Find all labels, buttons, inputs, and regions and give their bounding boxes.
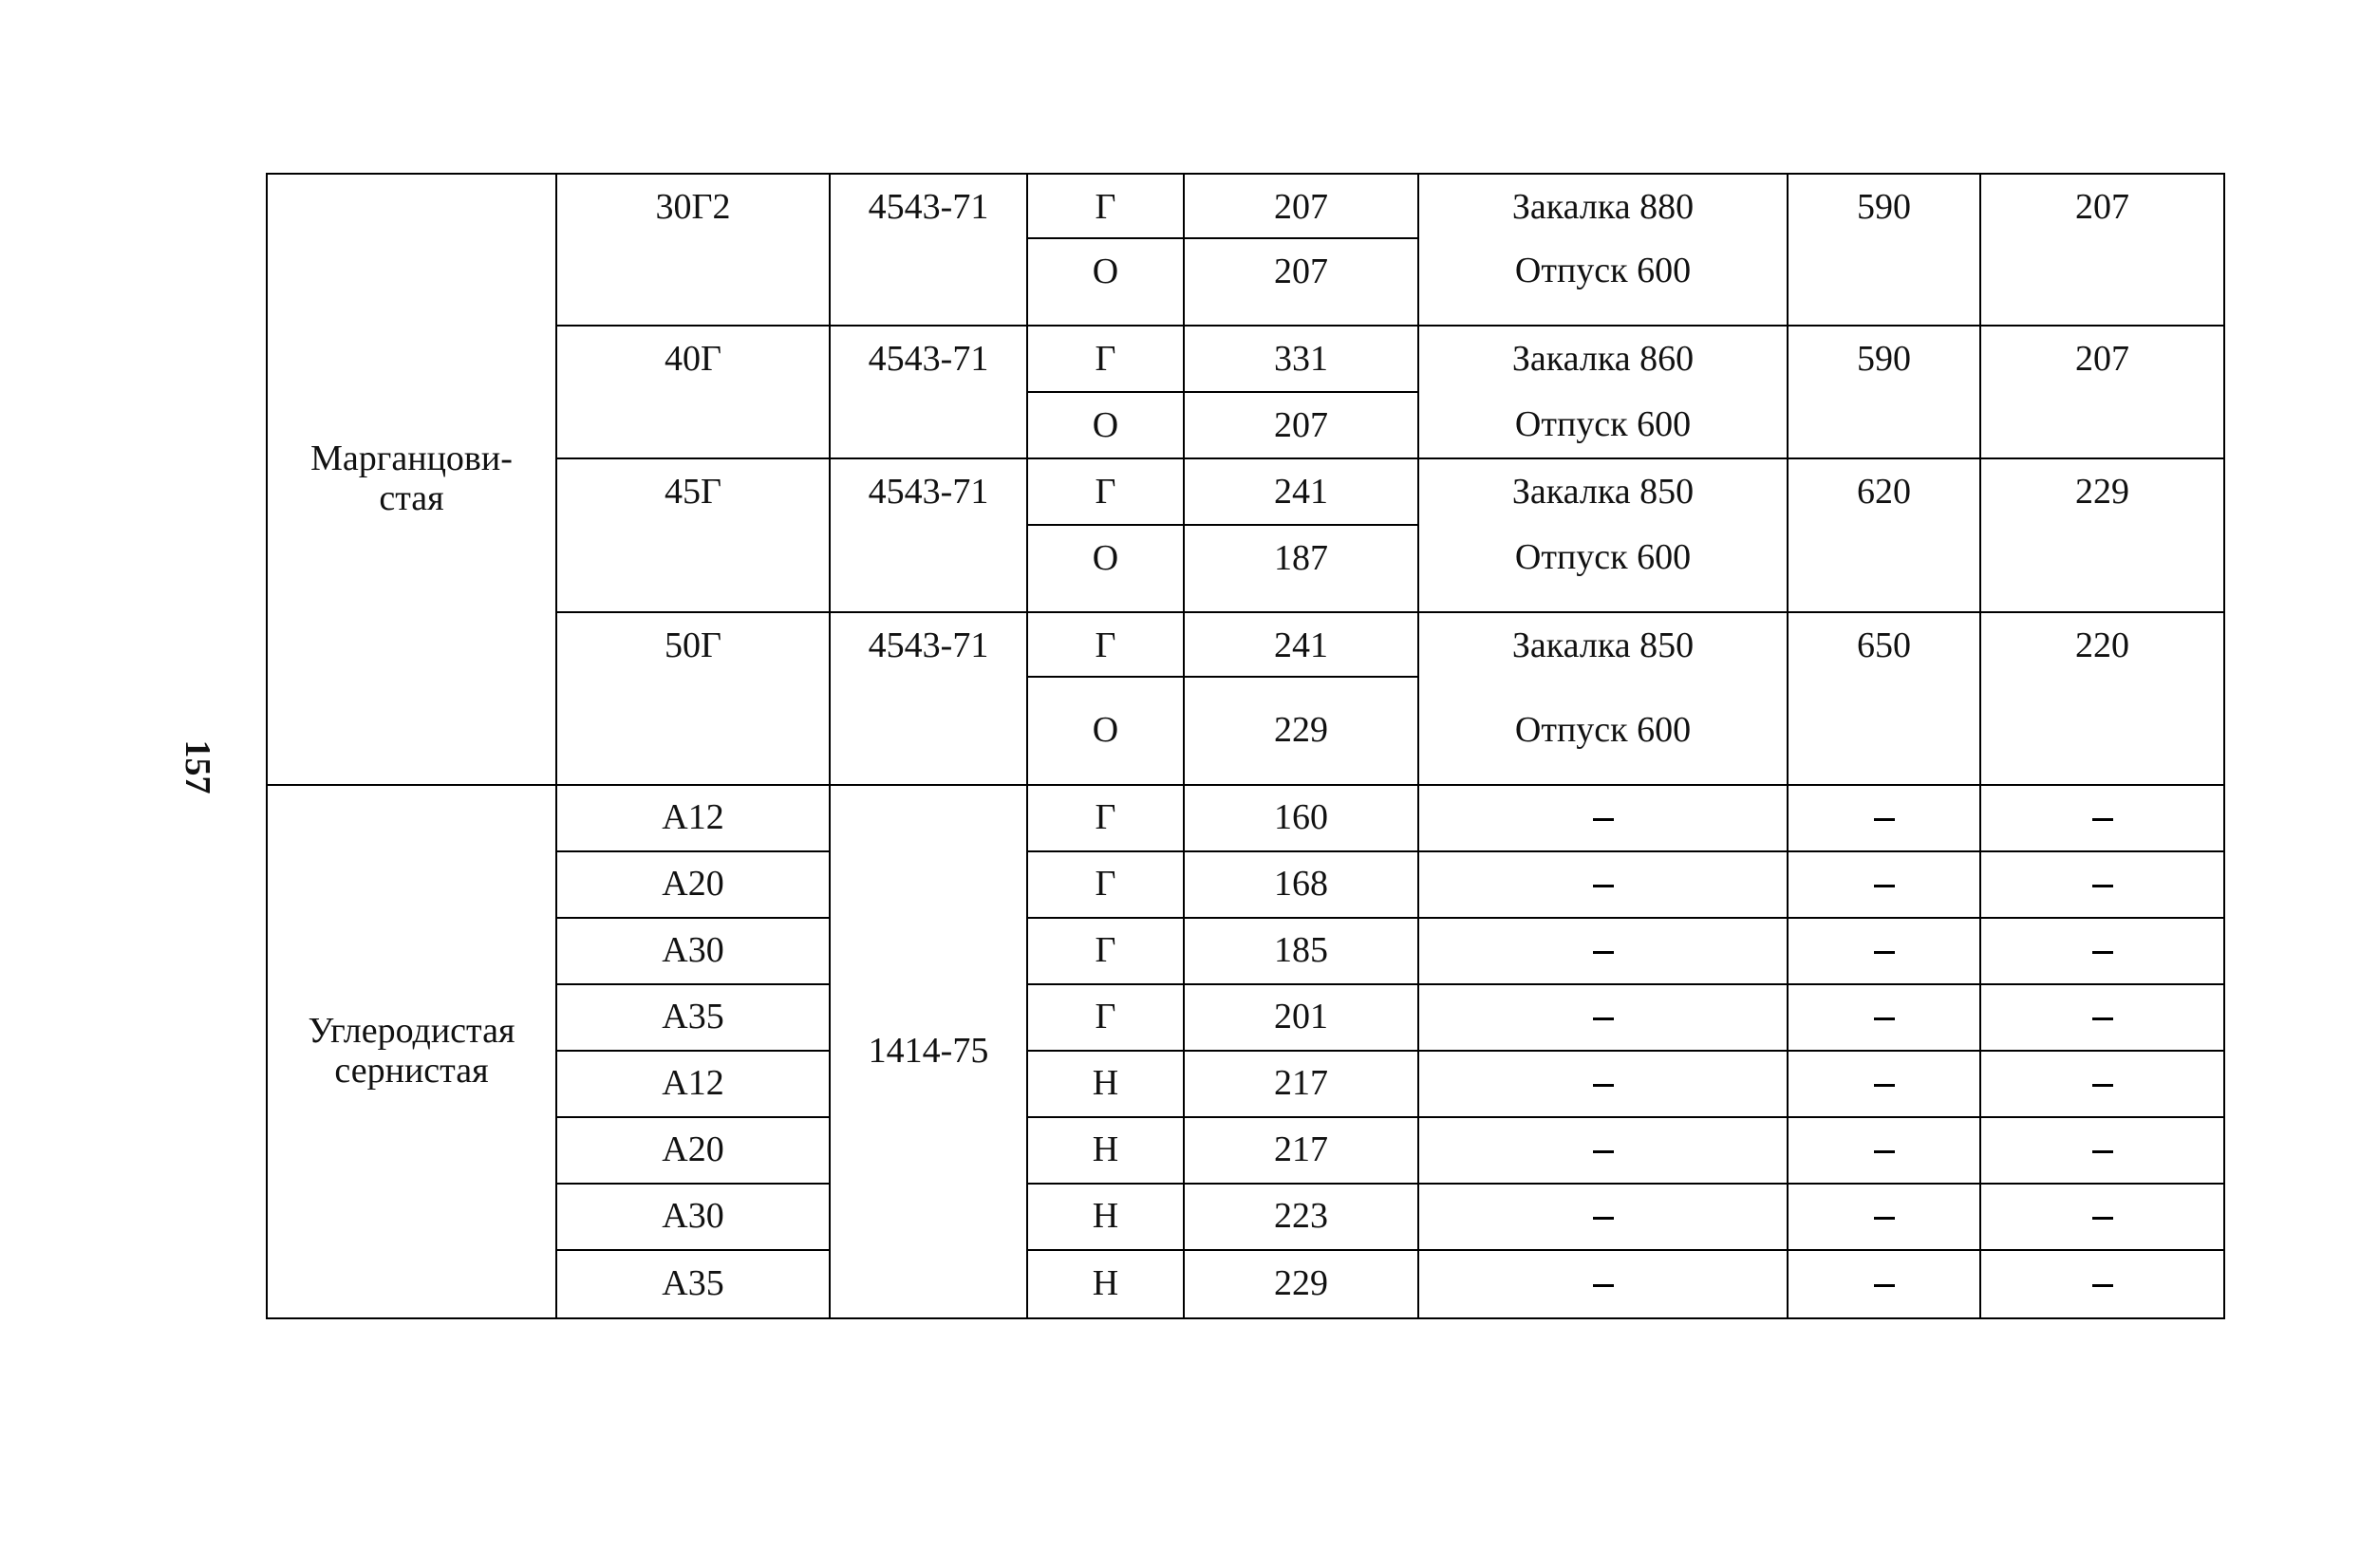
- steel-group-cell: [267, 785, 556, 1318]
- value-cell: [1788, 525, 1980, 612]
- heat-treatment-cell: [1418, 785, 1788, 851]
- dash-mark: [2092, 1217, 2113, 1220]
- gost-cell: 4543-71: [830, 458, 1027, 525]
- grade-cell: А20: [556, 851, 830, 918]
- state-cell: Г: [1027, 851, 1184, 918]
- table-row: [267, 1184, 2224, 1250]
- page-number: 157: [178, 739, 217, 794]
- dash-mark: [1874, 1017, 1895, 1020]
- grade-cell: А20: [556, 1117, 830, 1184]
- value-cell: [1980, 392, 2224, 458]
- grade-cell: 40Г: [556, 326, 830, 392]
- state-cell: Н: [1027, 1117, 1184, 1184]
- dash-mark: [2092, 1084, 2113, 1087]
- table-row: [267, 458, 2224, 525]
- gost-cell: [830, 677, 1027, 785]
- state-cell: О: [1027, 238, 1184, 326]
- state-cell: Г: [1027, 612, 1184, 677]
- table-row: [267, 525, 2224, 612]
- value-cell: [1980, 525, 2224, 612]
- dash-mark: [1874, 818, 1895, 821]
- dash-mark: [1874, 885, 1895, 887]
- table-row: [267, 392, 2224, 458]
- heat-treatment-cell: [1418, 918, 1788, 984]
- state-cell: О: [1027, 677, 1184, 785]
- heat-treatment-cell: Закалка 860: [1418, 326, 1788, 392]
- gost-cell: 4543-71: [830, 612, 1027, 677]
- dash-mark: [1593, 1217, 1614, 1220]
- hardness-cell: 160: [1184, 785, 1418, 851]
- table-row: [267, 326, 2224, 392]
- dash-mark: [1874, 1217, 1895, 1220]
- value-cell: [1788, 984, 1980, 1051]
- hardness-cell: 229: [1184, 1250, 1418, 1318]
- hardness-cell: 207: [1184, 238, 1418, 326]
- value-cell: [1980, 1117, 2224, 1184]
- value-cell: 650: [1788, 612, 1980, 677]
- state-cell: Г: [1027, 918, 1184, 984]
- table-row: [267, 918, 2224, 984]
- value-cell: [1788, 1250, 1980, 1318]
- heat-treatment-cell: Закалка 850: [1418, 612, 1788, 677]
- steel-group-name: сернистая: [334, 1050, 489, 1091]
- hardness-cell: 223: [1184, 1184, 1418, 1250]
- dash-mark: [1593, 1017, 1614, 1020]
- dash-mark: [1874, 1284, 1895, 1287]
- state-cell: Н: [1027, 1250, 1184, 1318]
- dash-mark: [1874, 1150, 1895, 1153]
- table-row: [267, 785, 2224, 851]
- value-cell: [1788, 1051, 1980, 1117]
- hardness-cell: 241: [1184, 458, 1418, 525]
- heat-treatment-cell: Отпуск 600: [1418, 525, 1788, 612]
- grade-cell: А12: [556, 1051, 830, 1117]
- gost-cell: 4543-71: [830, 326, 1027, 392]
- dash-mark: [1874, 1084, 1895, 1087]
- table-row: [267, 1051, 2224, 1117]
- value-cell: [1788, 677, 1980, 785]
- state-cell: Г: [1027, 984, 1184, 1051]
- value-cell: 590: [1788, 174, 1980, 238]
- value-cell: [1788, 238, 1980, 326]
- grade-cell: А12: [556, 785, 830, 851]
- state-cell: О: [1027, 525, 1184, 612]
- value-cell: 590: [1788, 326, 1980, 392]
- dash-mark: [1593, 1150, 1614, 1153]
- grade-cell: 30Г2: [556, 174, 830, 238]
- table-row: [267, 1250, 2224, 1318]
- hardness-cell: 185: [1184, 918, 1418, 984]
- heat-treatment-cell: [1418, 1184, 1788, 1250]
- value-cell: [1980, 851, 2224, 918]
- value-cell: [1980, 984, 2224, 1051]
- dash-mark: [2092, 1284, 2113, 1287]
- table-row: [267, 1117, 2224, 1184]
- table-row: [267, 851, 2224, 918]
- table-row: [267, 984, 2224, 1051]
- heat-treatment-cell: Отпуск 600: [1418, 238, 1788, 326]
- hardness-cell: 331: [1184, 326, 1418, 392]
- heat-treatment-cell: [1418, 1117, 1788, 1184]
- value-cell: [1980, 918, 2224, 984]
- value-cell: [1980, 238, 2224, 326]
- steel-group-name: Марганцови-: [310, 439, 513, 479]
- hardness-cell: 217: [1184, 1117, 1418, 1184]
- grade-cell: 50Г: [556, 612, 830, 677]
- grade-cell: А35: [556, 984, 830, 1051]
- hardness-cell: 201: [1184, 984, 1418, 1051]
- heat-treatment-cell: Отпуск 600: [1418, 392, 1788, 458]
- grade-cell: [556, 392, 830, 458]
- value-cell: [1980, 1250, 2224, 1318]
- steel-properties-table-continued: [266, 784, 2225, 1319]
- heat-treatment-cell: [1418, 1051, 1788, 1117]
- hardness-cell: 207: [1184, 174, 1418, 238]
- value-cell: [1788, 785, 1980, 851]
- grade-cell: А30: [556, 918, 830, 984]
- heat-treatment-cell: [1418, 984, 1788, 1051]
- hardness-cell: 207: [1184, 392, 1418, 458]
- table-row: [267, 612, 2224, 677]
- heat-treatment-cell: Закалка 850: [1418, 458, 1788, 525]
- gost-cell: [830, 238, 1027, 326]
- value-cell: 207: [1980, 326, 2224, 392]
- steel-group-cell: [267, 174, 556, 785]
- value-cell: [1788, 392, 1980, 458]
- grade-cell: [556, 525, 830, 612]
- value-cell: 620: [1788, 458, 1980, 525]
- value-cell: [1980, 785, 2224, 851]
- heat-treatment-cell: Отпуск 600: [1418, 677, 1788, 785]
- dash-mark: [1593, 1084, 1614, 1087]
- value-cell: [1980, 1184, 2224, 1250]
- table-row: [267, 677, 2224, 785]
- state-cell: Н: [1027, 1184, 1184, 1250]
- value-cell: [1788, 851, 1980, 918]
- state-cell: О: [1027, 392, 1184, 458]
- dash-mark: [2092, 1150, 2113, 1153]
- gost-cell: [830, 392, 1027, 458]
- gost-cell: [830, 525, 1027, 612]
- steel-group-name: стая: [379, 478, 444, 518]
- dash-mark: [1874, 951, 1895, 954]
- state-cell: Н: [1027, 1051, 1184, 1117]
- state-cell: Г: [1027, 458, 1184, 525]
- table-row: [267, 174, 2224, 238]
- hardness-cell: 241: [1184, 612, 1418, 677]
- grade-cell: [556, 677, 830, 785]
- grade-cell: [556, 238, 830, 326]
- value-cell: [1788, 1117, 1980, 1184]
- dash-mark: [2092, 818, 2113, 821]
- heat-treatment-cell: Закалка 880: [1418, 174, 1788, 238]
- hardness-cell: 229: [1184, 677, 1418, 785]
- value-cell: 207: [1980, 174, 2224, 238]
- grade-cell: А35: [556, 1250, 830, 1318]
- state-cell: Г: [1027, 174, 1184, 238]
- table-row: [267, 238, 2224, 326]
- hardness-cell: 217: [1184, 1051, 1418, 1117]
- value-cell: [1788, 1184, 1980, 1250]
- grade-cell: А30: [556, 1184, 830, 1250]
- dash-mark: [2092, 885, 2113, 887]
- hardness-cell: 168: [1184, 851, 1418, 918]
- heat-treatment-cell: [1418, 1250, 1788, 1318]
- value-cell: [1980, 1051, 2224, 1117]
- gost-cell: 4543-71: [830, 174, 1027, 238]
- hardness-cell: 187: [1184, 525, 1418, 612]
- dash-mark: [2092, 1017, 2113, 1020]
- dash-mark: [1593, 885, 1614, 887]
- value-cell: 229: [1980, 458, 2224, 525]
- dash-mark: [1593, 1284, 1614, 1287]
- dash-mark: [1593, 818, 1614, 821]
- state-cell: Г: [1027, 785, 1184, 851]
- state-cell: Г: [1027, 326, 1184, 392]
- heat-treatment-cell: [1418, 851, 1788, 918]
- dash-mark: [1593, 951, 1614, 954]
- value-cell: 220: [1980, 612, 2224, 677]
- value-cell: [1788, 918, 1980, 984]
- steel-properties-table: [266, 173, 2225, 786]
- steel-group-name: Углеродистая: [308, 1010, 515, 1051]
- value-cell: [1980, 677, 2224, 785]
- dash-mark: [2092, 951, 2113, 954]
- gost-cell: 1414-75: [830, 785, 1027, 1318]
- grade-cell: 45Г: [556, 458, 830, 525]
